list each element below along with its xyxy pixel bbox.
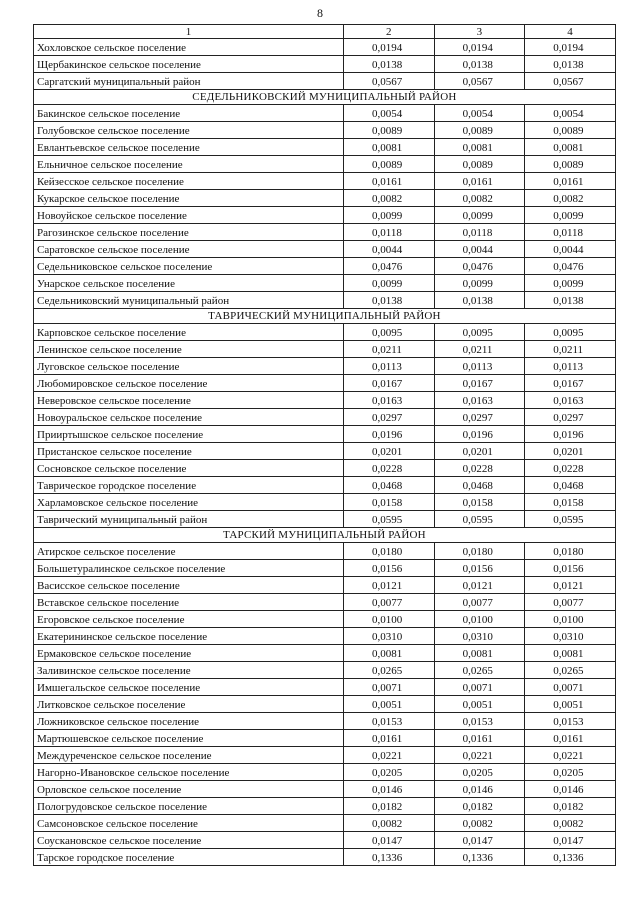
coefficient-cell: 0,0163 bbox=[525, 392, 616, 409]
coefficient-cell: 0,0121 bbox=[434, 577, 525, 594]
municipality-name-cell: Кукарское сельское поселение bbox=[34, 190, 344, 207]
table-row bbox=[34, 849, 616, 866]
coefficient-cell: 0,0205 bbox=[344, 764, 435, 781]
table-body bbox=[34, 25, 616, 866]
coefficient-cell: 0,0265 bbox=[525, 662, 616, 679]
table-row bbox=[34, 477, 616, 494]
municipality-name-cell: Седельниковское сельское поселение bbox=[34, 258, 344, 275]
table-row bbox=[34, 815, 616, 832]
coefficient-cell: 0,0180 bbox=[525, 543, 616, 560]
coefficient-cell: 0,0156 bbox=[344, 560, 435, 577]
coefficient-cell: 0,0310 bbox=[344, 628, 435, 645]
coefficient-cell: 0,0167 bbox=[525, 375, 616, 392]
coefficient-cell: 0,0099 bbox=[434, 207, 525, 224]
coefficient-cell: 0,0082 bbox=[434, 815, 525, 832]
municipality-name-cell: Ленинское сельское поселение bbox=[34, 341, 344, 358]
coefficient-cell: 0,0158 bbox=[434, 494, 525, 511]
coefficient-cell: 0,0161 bbox=[525, 730, 616, 747]
coefficient-cell: 0,0595 bbox=[434, 511, 525, 528]
table-row bbox=[34, 190, 616, 207]
coefficient-cell: 0,0476 bbox=[525, 258, 616, 275]
coefficient-cell: 0,0194 bbox=[344, 39, 435, 56]
table-row bbox=[34, 139, 616, 156]
district-heading: ТАРСКИЙ МУНИЦИПАЛЬНЫЙ РАЙОН bbox=[34, 528, 616, 543]
coefficient-cell: 0,0468 bbox=[344, 477, 435, 494]
coefficient-cell: 0,0138 bbox=[344, 292, 435, 309]
municipality-name-cell: Атирское сельское поселение bbox=[34, 543, 344, 560]
page-number: 8 bbox=[317, 6, 323, 20]
coefficient-cell: 0,0567 bbox=[525, 73, 616, 90]
coefficient-cell: 0,0082 bbox=[344, 190, 435, 207]
coefficient-cell: 0,0077 bbox=[525, 594, 616, 611]
municipality-name-cell: Пристанское сельское поселение bbox=[34, 443, 344, 460]
municipality-name-cell: Ельничное сельское поселение bbox=[34, 156, 344, 173]
municipality-name-cell: Ложниковское сельское поселение bbox=[34, 713, 344, 730]
coefficient-cell: 0,0054 bbox=[525, 105, 616, 122]
coefficient-cell: 0,0089 bbox=[525, 156, 616, 173]
municipality-name-cell: Ермаковское сельское поселение bbox=[34, 645, 344, 662]
table-row bbox=[34, 443, 616, 460]
table-row bbox=[34, 341, 616, 358]
table-row bbox=[34, 764, 616, 781]
coefficient-cell: 0,0121 bbox=[344, 577, 435, 594]
coefficient-cell: 0,0194 bbox=[434, 39, 525, 56]
municipality-name-cell: Евлантьевское сельское поселение bbox=[34, 139, 344, 156]
table-row bbox=[34, 460, 616, 477]
coefficient-cell: 0,0161 bbox=[344, 173, 435, 190]
municipality-name-cell: Неверовское сельское поселение bbox=[34, 392, 344, 409]
municipality-name-cell: Таврическое городское поселение bbox=[34, 477, 344, 494]
coefficient-cell: 0,0081 bbox=[344, 645, 435, 662]
coefficient-cell: 0,0147 bbox=[434, 832, 525, 849]
coefficient-cell: 0,0082 bbox=[525, 190, 616, 207]
table-row bbox=[34, 173, 616, 190]
municipality-name-cell: Пологрудовское сельское поселение bbox=[34, 798, 344, 815]
table-row bbox=[34, 628, 616, 645]
municipality-name-cell: Имшегальское сельское поселение bbox=[34, 679, 344, 696]
municipality-name-cell: Седельниковский муниципальный район bbox=[34, 292, 344, 309]
coefficient-cell: 0,0158 bbox=[344, 494, 435, 511]
coefficient-cell: 0,0147 bbox=[344, 832, 435, 849]
municipality-name-cell: Междуреченское сельское поселение bbox=[34, 747, 344, 764]
column-header: 2 bbox=[344, 25, 435, 39]
coefficient-cell: 0,0156 bbox=[434, 560, 525, 577]
coefficient-cell: 0,0182 bbox=[434, 798, 525, 815]
table-row bbox=[34, 207, 616, 224]
municipality-name-cell: Голубовское сельское поселение bbox=[34, 122, 344, 139]
municipality-name-cell: Саратовское сельское поселение bbox=[34, 241, 344, 258]
table-row bbox=[34, 560, 616, 577]
municipality-name-cell: Любомировское сельское поселение bbox=[34, 375, 344, 392]
coefficient-cell: 0,0161 bbox=[344, 730, 435, 747]
coefficient-cell: 0,0476 bbox=[434, 258, 525, 275]
coefficient-cell: 0,0180 bbox=[434, 543, 525, 560]
municipality-name-cell: Харламовское сельское поселение bbox=[34, 494, 344, 511]
municipality-name-cell: Сосновское сельское поселение bbox=[34, 460, 344, 477]
coefficient-cell: 0,0182 bbox=[525, 798, 616, 815]
coefficient-cell: 0,1336 bbox=[434, 849, 525, 866]
municipality-name-cell: Егоровское сельское поселение bbox=[34, 611, 344, 628]
coefficient-cell: 0,0163 bbox=[434, 392, 525, 409]
municipality-name-cell: Нагорно-Ивановское сельское поселение bbox=[34, 764, 344, 781]
table-row bbox=[34, 292, 616, 309]
coefficient-cell: 0,0205 bbox=[434, 764, 525, 781]
municipality-name-cell: Бакинское сельское поселение bbox=[34, 105, 344, 122]
table-row bbox=[34, 781, 616, 798]
municipality-name-cell: Карповское сельское поселение bbox=[34, 324, 344, 341]
coefficient-cell: 0,0089 bbox=[344, 122, 435, 139]
coefficient-cell: 0,0297 bbox=[525, 409, 616, 426]
coefficient-cell: 0,0265 bbox=[344, 662, 435, 679]
coefficient-cell: 0,0071 bbox=[344, 679, 435, 696]
coefficient-cell: 0,0081 bbox=[434, 645, 525, 662]
coefficient-cell: 0,0051 bbox=[525, 696, 616, 713]
coefficient-cell: 0,0081 bbox=[525, 645, 616, 662]
coefficient-cell: 0,0044 bbox=[344, 241, 435, 258]
coefficient-cell: 0,0099 bbox=[344, 207, 435, 224]
table-row bbox=[34, 409, 616, 426]
municipality-name-cell: Орловское сельское поселение bbox=[34, 781, 344, 798]
municipality-name-cell: Мартюшевское сельское поселение bbox=[34, 730, 344, 747]
municipality-name-cell: Тарское городское поселение bbox=[34, 849, 344, 866]
coefficient-cell: 0,0082 bbox=[344, 815, 435, 832]
coefficient-cell: 0,0082 bbox=[434, 190, 525, 207]
municipality-name-cell: Саргатский муниципальный район bbox=[34, 73, 344, 90]
coefficient-cell: 0,0468 bbox=[434, 477, 525, 494]
municipality-name-cell: Таврический муниципальный район bbox=[34, 511, 344, 528]
coefficient-cell: 0,0167 bbox=[344, 375, 435, 392]
coefficient-cell: 0,0118 bbox=[344, 224, 435, 241]
table-row bbox=[34, 511, 616, 528]
coefficient-cell: 0,0099 bbox=[344, 275, 435, 292]
coefficient-cell: 0,0265 bbox=[434, 662, 525, 679]
coefficient-cell: 0,0196 bbox=[525, 426, 616, 443]
coefficient-cell: 0,0051 bbox=[434, 696, 525, 713]
municipality-name-cell: Хохловское сельское поселение bbox=[34, 39, 344, 56]
coefficient-cell: 0,0089 bbox=[525, 122, 616, 139]
municipality-name-cell: Новоуральское сельское поселение bbox=[34, 409, 344, 426]
table-row bbox=[34, 56, 616, 73]
coefficient-cell: 0,0138 bbox=[525, 292, 616, 309]
coefficient-cell: 0,0082 bbox=[525, 815, 616, 832]
table-row bbox=[34, 832, 616, 849]
coefficient-cell: 0,0161 bbox=[434, 730, 525, 747]
coefficient-cell: 0,0567 bbox=[434, 73, 525, 90]
table-row bbox=[34, 713, 616, 730]
coefficient-cell: 0,0211 bbox=[344, 341, 435, 358]
table-row bbox=[34, 798, 616, 815]
municipality-name-cell: Соускановское сельское поселение bbox=[34, 832, 344, 849]
table-row bbox=[34, 679, 616, 696]
table-row bbox=[34, 105, 616, 122]
coefficient-cell: 0,0099 bbox=[525, 275, 616, 292]
municipality-name-cell: Луговское сельское поселение bbox=[34, 358, 344, 375]
municipality-name-cell: Унарское сельское поселение bbox=[34, 275, 344, 292]
district-heading-row bbox=[34, 528, 616, 543]
coefficient-cell: 0,0201 bbox=[434, 443, 525, 460]
district-heading-row bbox=[34, 309, 616, 324]
column-header: 4 bbox=[525, 25, 616, 39]
coefficient-cell: 0,0221 bbox=[344, 747, 435, 764]
coefficient-cell: 0,0118 bbox=[525, 224, 616, 241]
coefficient-cell: 0,0153 bbox=[344, 713, 435, 730]
coefficient-cell: 0,0121 bbox=[525, 577, 616, 594]
coefficient-cell: 0,0167 bbox=[434, 375, 525, 392]
coefficient-cell: 0,0146 bbox=[525, 781, 616, 798]
coefficient-cell: 0,0476 bbox=[344, 258, 435, 275]
coefficient-cell: 0,0113 bbox=[525, 358, 616, 375]
coefficient-cell: 0,0081 bbox=[525, 139, 616, 156]
coefficient-cell: 0,0310 bbox=[434, 628, 525, 645]
coefficient-cell: 0,0095 bbox=[434, 324, 525, 341]
table-row bbox=[34, 426, 616, 443]
coefficient-cell: 0,0310 bbox=[525, 628, 616, 645]
table-row bbox=[34, 392, 616, 409]
table-row bbox=[34, 275, 616, 292]
coefficient-cell: 0,0044 bbox=[525, 241, 616, 258]
municipality-name-cell: Самсоновское сельское поселение bbox=[34, 815, 344, 832]
coefficient-cell: 0,0100 bbox=[344, 611, 435, 628]
coefficient-cell: 0,0081 bbox=[344, 139, 435, 156]
coefficient-cell: 0,0089 bbox=[434, 122, 525, 139]
municipality-name-cell: Щербакинское сельское поселение bbox=[34, 56, 344, 73]
coefficient-cell: 0,0211 bbox=[434, 341, 525, 358]
district-heading: СЕДЕЛЬНИКОВСКИЙ МУНИЦИПАЛЬНЫЙ РАЙОН bbox=[34, 90, 616, 105]
municipality-name-cell: Новоуйское сельское поселение bbox=[34, 207, 344, 224]
municipality-name-cell: Васисское сельское поселение bbox=[34, 577, 344, 594]
municipality-name-cell: Вставское сельское поселение bbox=[34, 594, 344, 611]
coefficient-cell: 0,1336 bbox=[525, 849, 616, 866]
table-row bbox=[34, 39, 616, 56]
table-row bbox=[34, 747, 616, 764]
table-row bbox=[34, 324, 616, 341]
coefficient-cell: 0,0228 bbox=[525, 460, 616, 477]
coefficient-cell: 0,0044 bbox=[434, 241, 525, 258]
table-row bbox=[34, 375, 616, 392]
column-header: 3 bbox=[434, 25, 525, 39]
table-row bbox=[34, 494, 616, 511]
coefficient-cell: 0,0100 bbox=[525, 611, 616, 628]
coefficient-cell: 0,0051 bbox=[344, 696, 435, 713]
coefficient-cell: 0,0113 bbox=[344, 358, 435, 375]
coefficient-cell: 0,0138 bbox=[525, 56, 616, 73]
coefficient-cell: 0,0156 bbox=[525, 560, 616, 577]
table-row bbox=[34, 611, 616, 628]
table-row bbox=[34, 662, 616, 679]
table-row bbox=[34, 645, 616, 662]
coefficient-cell: 0,0089 bbox=[434, 156, 525, 173]
coefficient-cell: 0,0196 bbox=[344, 426, 435, 443]
coefficient-cell: 0,0138 bbox=[434, 56, 525, 73]
coefficient-cell: 0,0089 bbox=[344, 156, 435, 173]
coefficient-cell: 0,0194 bbox=[525, 39, 616, 56]
coefficient-cell: 0,0118 bbox=[434, 224, 525, 241]
coefficient-cell: 0,0595 bbox=[525, 511, 616, 528]
coefficient-cell: 0,0163 bbox=[344, 392, 435, 409]
coefficient-cell: 0,0221 bbox=[434, 747, 525, 764]
table-row bbox=[34, 156, 616, 173]
coefficient-cell: 0,1336 bbox=[344, 849, 435, 866]
coefficient-cell: 0,0095 bbox=[525, 324, 616, 341]
coefficient-cell: 0,0099 bbox=[434, 275, 525, 292]
coefficient-cell: 0,0153 bbox=[434, 713, 525, 730]
column-header: 1 bbox=[34, 25, 344, 39]
municipality-name-cell: Кейзесское сельское поселение bbox=[34, 173, 344, 190]
district-heading-row bbox=[34, 90, 616, 105]
coefficient-cell: 0,0153 bbox=[525, 713, 616, 730]
coefficient-cell: 0,0158 bbox=[525, 494, 616, 511]
column-number-row bbox=[34, 25, 616, 39]
municipality-name-cell: Прииртышское сельское поселение bbox=[34, 426, 344, 443]
coefficient-cell: 0,0297 bbox=[434, 409, 525, 426]
district-heading: ТАВРИЧЕСКИЙ МУНИЦИПАЛЬНЫЙ РАЙОН bbox=[34, 309, 616, 324]
coefficient-cell: 0,0077 bbox=[344, 594, 435, 611]
municipality-name-cell: Литковское сельское поселение bbox=[34, 696, 344, 713]
coefficient-cell: 0,0196 bbox=[434, 426, 525, 443]
coefficient-cell: 0,0567 bbox=[344, 73, 435, 90]
coefficient-cell: 0,0297 bbox=[344, 409, 435, 426]
coefficient-cell: 0,0205 bbox=[525, 764, 616, 781]
coefficient-cell: 0,0161 bbox=[434, 173, 525, 190]
municipality-name-cell: Екатерининское сельское поселение bbox=[34, 628, 344, 645]
table-row bbox=[34, 122, 616, 139]
coefficient-cell: 0,0146 bbox=[344, 781, 435, 798]
coefficient-cell: 0,0161 bbox=[525, 173, 616, 190]
table-row bbox=[34, 543, 616, 560]
coefficient-cell: 0,0201 bbox=[344, 443, 435, 460]
table-row bbox=[34, 696, 616, 713]
table-row bbox=[34, 358, 616, 375]
coefficient-cell: 0,0146 bbox=[434, 781, 525, 798]
table-row bbox=[34, 73, 616, 90]
table-row bbox=[34, 258, 616, 275]
coefficient-cell: 0,0147 bbox=[525, 832, 616, 849]
coefficient-cell: 0,0228 bbox=[434, 460, 525, 477]
coefficient-cell: 0,0071 bbox=[525, 679, 616, 696]
table-row bbox=[34, 241, 616, 258]
table-row bbox=[34, 224, 616, 241]
coefficient-cell: 0,0180 bbox=[344, 543, 435, 560]
coefficients-table bbox=[33, 24, 616, 866]
coefficient-cell: 0,0595 bbox=[344, 511, 435, 528]
coefficient-cell: 0,0221 bbox=[525, 747, 616, 764]
table-row bbox=[34, 577, 616, 594]
coefficient-cell: 0,0211 bbox=[525, 341, 616, 358]
coefficient-cell: 0,0113 bbox=[434, 358, 525, 375]
municipality-name-cell: Большетуралинское сельское поселение bbox=[34, 560, 344, 577]
coefficient-cell: 0,0054 bbox=[344, 105, 435, 122]
coefficient-cell: 0,0095 bbox=[344, 324, 435, 341]
coefficient-cell: 0,0182 bbox=[344, 798, 435, 815]
municipality-name-cell: Заливинское сельское поселение bbox=[34, 662, 344, 679]
table-row bbox=[34, 594, 616, 611]
coefficient-cell: 0,0228 bbox=[344, 460, 435, 477]
coefficient-cell: 0,0099 bbox=[525, 207, 616, 224]
coefficient-cell: 0,0081 bbox=[434, 139, 525, 156]
coefficient-cell: 0,0468 bbox=[525, 477, 616, 494]
coefficient-cell: 0,0071 bbox=[434, 679, 525, 696]
coefficient-cell: 0,0138 bbox=[344, 56, 435, 73]
table-row bbox=[34, 730, 616, 747]
coefficient-cell: 0,0201 bbox=[525, 443, 616, 460]
coefficient-cell: 0,0054 bbox=[434, 105, 525, 122]
coefficient-cell: 0,0100 bbox=[434, 611, 525, 628]
municipality-name-cell: Рагозинское сельское поселение bbox=[34, 224, 344, 241]
coefficient-cell: 0,0138 bbox=[434, 292, 525, 309]
coefficient-cell: 0,0077 bbox=[434, 594, 525, 611]
